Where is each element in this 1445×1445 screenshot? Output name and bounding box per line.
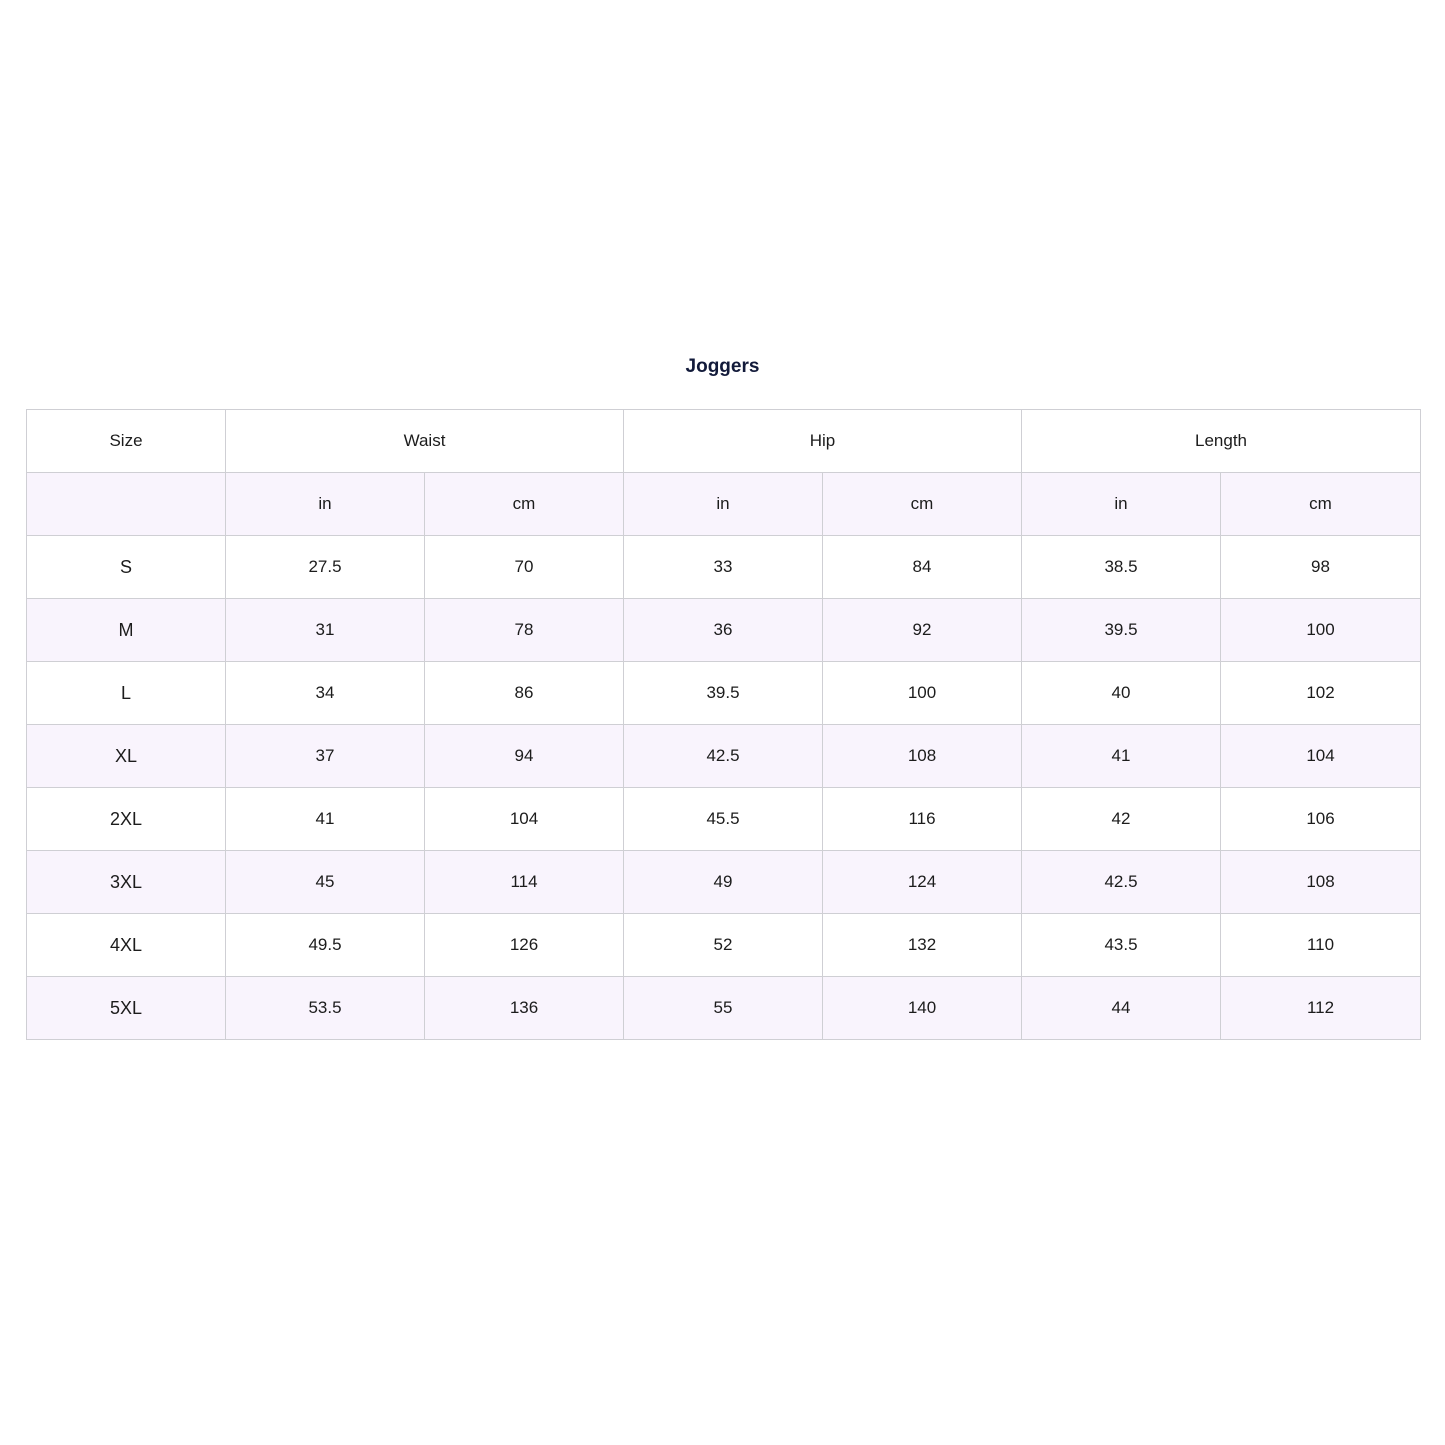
value-cell-hip-cm: 124	[823, 851, 1022, 914]
value-cell-hip-cm: 132	[823, 914, 1022, 977]
size-cell: XL	[27, 725, 226, 788]
value-cell-length-in: 40	[1022, 662, 1221, 725]
value-cell-hip-cm: 92	[823, 599, 1022, 662]
value-cell-length-cm: 112	[1221, 977, 1421, 1040]
unit-length-cm: cm	[1221, 473, 1421, 536]
table-row	[27, 662, 1421, 725]
value-cell-hip-cm: 116	[823, 788, 1022, 851]
unit-hip-in: in	[624, 473, 823, 536]
value-cell-waist-in: 53.5	[226, 977, 425, 1040]
value-cell-length-in: 43.5	[1022, 914, 1221, 977]
value-cell-waist-cm: 78	[425, 599, 624, 662]
units-row	[27, 473, 1421, 536]
unit-length-in: in	[1022, 473, 1221, 536]
value-cell-hip-cm: 140	[823, 977, 1022, 1040]
header-row	[27, 410, 1421, 473]
value-cell-waist-cm: 136	[425, 977, 624, 1040]
value-cell-waist-in: 27.5	[226, 536, 425, 599]
header-hip: Hip	[624, 410, 1022, 473]
table-row	[27, 977, 1421, 1040]
value-cell-hip-in: 36	[624, 599, 823, 662]
value-cell-length-cm: 98	[1221, 536, 1421, 599]
value-cell-waist-cm: 86	[425, 662, 624, 725]
unit-waist-in: in	[226, 473, 425, 536]
value-cell-hip-cm: 108	[823, 725, 1022, 788]
value-cell-waist-cm: 70	[425, 536, 624, 599]
table-row	[27, 788, 1421, 851]
table-row	[27, 914, 1421, 977]
value-cell-waist-cm: 94	[425, 725, 624, 788]
size-cell: M	[27, 599, 226, 662]
value-cell-hip-cm: 100	[823, 662, 1022, 725]
value-cell-length-in: 44	[1022, 977, 1221, 1040]
value-cell-length-cm: 106	[1221, 788, 1421, 851]
value-cell-waist-cm: 126	[425, 914, 624, 977]
value-cell-hip-in: 52	[624, 914, 823, 977]
size-cell: 2XL	[27, 788, 226, 851]
value-cell-length-in: 42.5	[1022, 851, 1221, 914]
size-cell: L	[27, 662, 226, 725]
value-cell-length-in: 41	[1022, 725, 1221, 788]
value-cell-hip-in: 42.5	[624, 725, 823, 788]
value-cell-waist-cm: 114	[425, 851, 624, 914]
table-row	[27, 599, 1421, 662]
value-cell-hip-in: 33	[624, 536, 823, 599]
table-row	[27, 725, 1421, 788]
value-cell-length-in: 38.5	[1022, 536, 1221, 599]
value-cell-length-cm: 104	[1221, 725, 1421, 788]
value-cell-waist-in: 34	[226, 662, 425, 725]
table-body	[27, 536, 1421, 1040]
value-cell-waist-in: 37	[226, 725, 425, 788]
value-cell-hip-in: 39.5	[624, 662, 823, 725]
value-cell-hip-cm: 84	[823, 536, 1022, 599]
units-empty-cell	[27, 473, 226, 536]
size-cell: S	[27, 536, 226, 599]
value-cell-waist-in: 41	[226, 788, 425, 851]
value-cell-hip-in: 55	[624, 977, 823, 1040]
unit-waist-cm: cm	[425, 473, 624, 536]
value-cell-waist-in: 45	[226, 851, 425, 914]
value-cell-hip-in: 49	[624, 851, 823, 914]
value-cell-length-cm: 110	[1221, 914, 1421, 977]
value-cell-waist-in: 31	[226, 599, 425, 662]
header-size: Size	[27, 410, 226, 473]
header-length: Length	[1022, 410, 1421, 473]
value-cell-hip-in: 45.5	[624, 788, 823, 851]
size-cell: 3XL	[27, 851, 226, 914]
table-row	[27, 851, 1421, 914]
value-cell-length-in: 42	[1022, 788, 1221, 851]
table-title: Joggers	[685, 356, 760, 377]
value-cell-length-cm: 108	[1221, 851, 1421, 914]
value-cell-length-in: 39.5	[1022, 599, 1221, 662]
size-cell: 4XL	[27, 914, 226, 977]
size-chart-table	[26, 409, 1421, 1040]
value-cell-length-cm: 102	[1221, 662, 1421, 725]
value-cell-waist-in: 49.5	[226, 914, 425, 977]
unit-hip-cm: cm	[823, 473, 1022, 536]
size-cell: 5XL	[27, 977, 226, 1040]
table-row	[27, 536, 1421, 599]
value-cell-waist-cm: 104	[425, 788, 624, 851]
header-waist: Waist	[226, 410, 624, 473]
value-cell-length-cm: 100	[1221, 599, 1421, 662]
